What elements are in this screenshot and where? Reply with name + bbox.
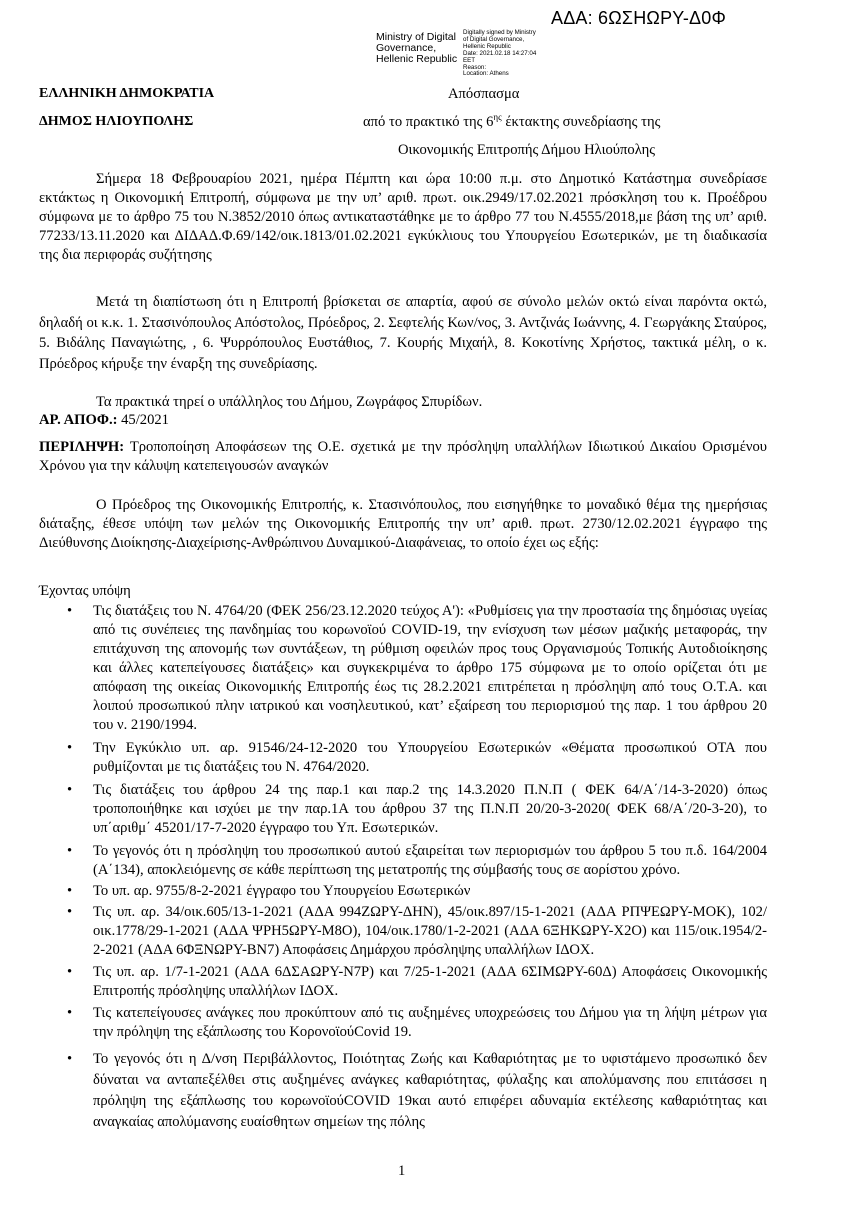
signature-detail-line: Location: Athens: [463, 70, 509, 78]
document-subtitle-line1: από το πρακτικό της $6^{\eta\varsigma}$ έκτακτης συνεδρίασης της: [363, 112, 661, 130]
signature-organization: [376, 32, 457, 65]
page-number: 1: [398, 1163, 406, 1179]
bullet-icon: •: [67, 1005, 73, 1021]
signature-details: [463, 30, 536, 78]
list-item: • Τις υπ. αρ. 34/οικ.605/13-1-2021 (ΑΔΑ 994ΖΩΡΥ-ΔΗΝ), 45/οικ.897/15-1-2021 (ΑΔΑ ΡΠΨΕΩΡΥ-ΜΟΚ), 102/οικ.1778/29-1-2021 (ΑΔΑ ΨΡΗ5ΩΡΥ-Μ8Ο), 104/οικ.1780/1-2-2021 (ΑΔΑ 6ΞΗΚΩΡΥ-Χ2Ο) και 115/οικ.1954/2-2-2021 (ΑΔΑ 6ΦΞΝΩΡΥ-ΒΝ7) Αποφάσεις Δημάρχου πρόσληψης υπαλλήλων ΙΔΟΧ.: [67, 904, 767, 958]
bullet-icon: •: [67, 843, 73, 859]
list-item: • Τις διατάξεις του Ν. 4764/20 (ΦΕΚ 256/23.12.2020 τεύχος Α'): «Ρυθμίσεις για την προστασία της δημόσιας υγείας από τις συνέπειες της πανδημίας του κορωνοϊού COVID-19, την ενίσχυση των μέσων μαζικής μεταφοράς, την επιτάχυνση της απονομής των συντάξεων, τη ρύθμιση οφειλών προς τους Οργανισμούς Τοπικής Αυτοδιοίκησης και άλλες κατεπείγουσες διατάξεις» και συγκεκριμένα το άρθρο 175 σύμφωνα με το οποίο ορίζεται ότι με απόφαση της οικείας Οικονομικής Επιτροπής έως τις 28.2.2021 επιτρέπεται η πρόσληψη από τους Ο.Τ.Α. και λοιπού προσωπικού πλην ιατρικού και νοσηλευτικού, κατ’ εξαίρεση του περιορισμού της παρ. 1 του άρθρου 20 του ν. 2190/1994.: [67, 603, 767, 733]
signature-org-line: Hellenic Republic: [376, 53, 458, 65]
signature-detail-line: Digitally signed by Ministry: [463, 29, 536, 36]
document-title: Απόσπασμα: [448, 86, 520, 102]
minutes-keeper-line: Τα πρακτικά τηρεί ο υπάλληλος του Δήμου, Ζωγράφος Σπυρίδων.: [96, 394, 483, 410]
bullet-icon: •: [67, 904, 73, 920]
decision-number-value: 45/2021: [117, 412, 169, 428]
list-item: • Το υπ. αρ. 9755/8-2-2021 έγγραφο του Υπουργείου Εσωτερικών: [67, 883, 471, 899]
list-item: • Τις διατάξεις του άρθρου 24 της παρ.1 και παρ.2 της 14.3.2020 Π.Ν.Π ( ΦΕΚ 64/Α΄/14-3-2020) όπως τροποποιήθηκε και ισχύει με την παρ.1Α του άρθρου 37 της Π.Ν.Π 20/20-3-2020( ΦΕΚ 68/Α΄/20-3-20), το υπ΄αριθμ΄ 45201/17-7-2020 έγγραφο του Υπ. Εσωτερικών.: [67, 782, 767, 836]
ada-code: ΑΔΑ: 6ΩΣΗΩΡΥ-Δ0Φ: [551, 8, 727, 28]
document-subtitle-line2: Οικονομικής Επιτροπής Δήμου Ηλιούπολης: [398, 142, 656, 158]
signature-detail-line: Date: 2021.02.18 14:27:04: [463, 49, 537, 57]
list-item: • Τις υπ. αρ. 1/7-1-2021 (ΑΔΑ 6ΔΣΑΩΡΥ-Ν7Ρ) και 7/25-1-2021 (ΑΔΑ 6ΣΙΜΩΡΥ-60Δ) Αποφάσεις Οικονομικής Επιτροπής πρόσληψης υπαλλήλων ΙΔΟΧ.: [67, 964, 767, 999]
bullet-icon: •: [67, 1051, 73, 1067]
summary-label: ΠΕΡΙΛΗΨΗ:: [39, 439, 125, 455]
bullet-icon: •: [67, 964, 73, 980]
decision-number-label: ΑΡ. ΑΠΟΦ.:: [39, 412, 118, 428]
summary-text: Τροποποίηση Αποφάσεων της Ο.Ε. σχετικά με την πρόσληψη υπαλλήλων Ιδιωτικού Δικαίου Ορισμένου Χρόνου για την κάλυψη κατεπειγουσών αναγκών: [39, 439, 767, 474]
summary-paragraph: [39, 438, 767, 476]
bullet-icon: •: [67, 782, 73, 798]
list-item: • Την Εγκύκλιο υπ. αρ. 91546/24-12-2020 του Υπουργείου Εσωτερικών «Θέματα προσωπικού ΟΤΑ που ρυθμίζονται με τις διατάξεις του Ν. 4764/2020.: [67, 740, 767, 775]
signature-org-line: Governance,: [376, 42, 437, 54]
signature-detail-line: of Digital Governance,: [463, 35, 525, 43]
signature-detail-line: Reason:: [463, 63, 487, 71]
attendance-paragraph: Μετά τη διαπίστωση ότι η Επιτροπή βρίσκεται σε απαρτία, αφού σε σύνολο μελών οκτώ είναι παρόντα οκτώ, δηλαδή οι κ.κ. 1. Στασινόπουλος Απόστολος, Πρόεδρος, 2. Σεφτελής Κων/νος, 3. Αντζινάς Ιωάννης, 4. Γεωργάκης Σταύρος, 5. Βιδάλης Παναγιώτης, , 6. Ψυρρόπουλος Ευστάθιος, 7. Κουρής Μιχαήλ, 8. Κοκοτίνης Χρήστος, τακτικά μέλη, ο κ. Πρόεδρος κήρυξε την έναρξη της συνεδρίασης.: [39, 294, 767, 372]
signature-org-line: Ministry of Digital: [376, 31, 456, 43]
issuer-municipality: ΔΗΜΟΣ ΗΛΙΟΥΠΟΛΗΣ: [39, 114, 194, 129]
bullet-icon: •: [67, 603, 73, 619]
signature-detail-line: Hellenic Republic: [463, 42, 511, 50]
signature-detail-line: EET: [463, 56, 476, 64]
list-item: • Τις κατεπείγουσες ανάγκες που προκύπτουν από τις αυξημένες υποχρεώσεις του Δήμου για τη λήψη μέτρων για την πρόληψη της εξάπλωσης του ΚορονοϊούCovid 19.: [67, 1005, 767, 1040]
bullet-icon: •: [67, 740, 73, 756]
decision-number: [39, 412, 169, 429]
list-item: • Το γεγονός ότι η πρόσληψη του προσωπικού αυτού εξαιρείται των περιορισμών του άρθρου 5 του π.δ. 164/2004 (Α΄134), αποκλειόμενης σε κάθε περίπτωση της μετατροπής της σύμβασής τους σε αορίστου χρόνο.: [67, 843, 767, 878]
considering-heading: Έχοντας υπόψη: [39, 583, 131, 599]
considerations-list: [67, 602, 767, 1133]
list-item: • Το γεγονός ότι η Δ/νση Περιβάλλοντος, Ποιότητας Ζωής και Καθαριότητας με το υφιστάμενο προσωπικό δεν δύναται να ανταπεξέλθει στις αυξημένες ανάγκες καθαριότητας, φύλαξης και απολύμανσης που επιτάσσει η πρόληψη της εξάπλωσης του κορωνοϊούCOVID 19και αυτό επιφέρει αδυναμία εκτέλεσης καθαριότητας και αναγκαίας απολύμανσης ευαίσθητων σημείων της πόλης: [67, 1051, 767, 1130]
issuer-country: ΕΛΛΗΝΙΚΗ ΔΗΜΟΚΡΑΤΙΑ: [39, 86, 215, 101]
intro-paragraph: Σήμερα 18 Φεβρουαρίου 2021, ημέρα Πέμπτη και ώρα 10:00 π.μ. στο Δημοτικό Κατάστημα συνεδρίασε εκτάκτως η Οικονομική Επιτροπή, σύμφωνα με την υπ’ αριθ. πρωτ. οικ.2949/17.02.2021 πρόσκληση του κ. Προέδρου σύμφωνα με το άρθρο 75 του Ν.3852/2010 όπως αντικαταστάθηκε με το άρθρο 77 του Ν.4555/2018,με βάση της υπ’ αριθ. 77233/13.11.2020 και ΔΙΔΑΔ.Φ.69/142/οικ.1813/01.02.2021 εγκύκλιους του Υπουργείου Εσωτερικών, με τη διαδικασία της δια περιφοράς συζήτησης: [39, 171, 767, 263]
bullet-icon: •: [67, 883, 73, 899]
president-paragraph: Ο Πρόεδρος της Οικονομικής Επιτροπής, κ. Στασινόπουλος, που εισηγήθηκε το μοναδικό θέμα της ημερήσιας διάταξης, έθεσε υπόψη των μελών της Οικονομικής Επιτροπής την υπ’ αριθ. πρωτ. 2730/12.02.2021 έγγραφο της Διεύθυνσης Διοίκησης-Διαχείρισης-Ανθρώπινου Δυναμικού-Διαφάνειας, το οποίο έχει ως εξής:: [39, 497, 767, 551]
